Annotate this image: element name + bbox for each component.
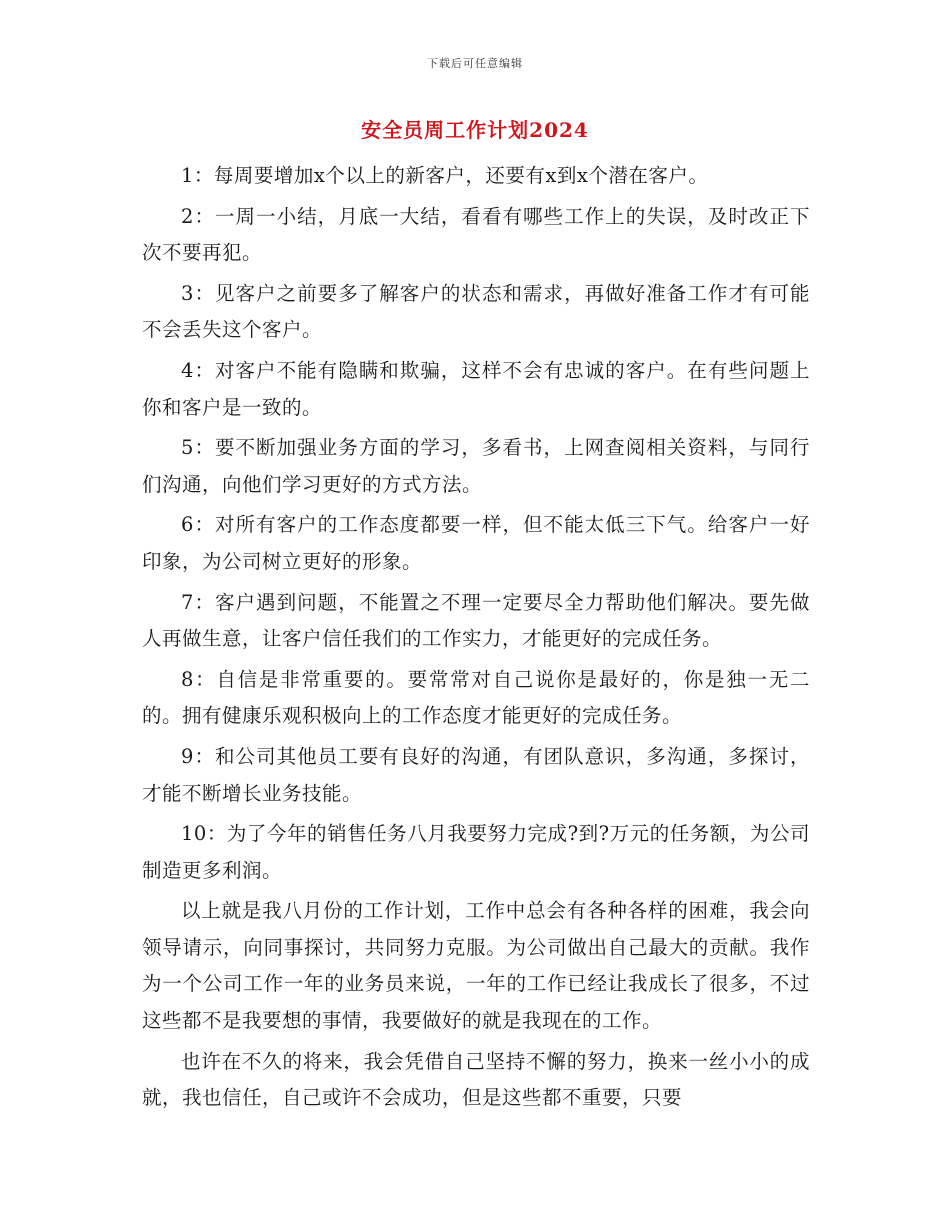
paragraph-8: 8：自信是非常重要的。要常常对自己说你是最好的，你是独一无二的。拥有健康乐观积极向上的工作态度才能更好的完成任务。 — [142, 667, 810, 728]
paragraph-7: 7：客户遇到问题，不能置之不理一定要尽全力帮助他们解决。要先做人再做生意，让客户信任我们的工作实力，才能更好的完成任务。 — [142, 590, 810, 651]
paragraph-summary: 以上就是我八月份的工作计划，工作中总会有各种各样的困难，我会向领导请示，向同事探讨，共同努力克服。为公司做出自己最大的贡献。我作为一个公司工作一年的业务员来说，一年的工作已经让我成长了很多，不过这些都不是我要想的事情，我要做好的就是我现在的工作。 — [142, 899, 810, 1033]
paragraph-future: 也许在不久的将来，我会凭借自己坚持不懈的努力，换来一丝小小的成就，我也信任，自己或许不会成功，但是这些都不重要，只要 — [142, 1049, 810, 1110]
paragraph-4: 4：对客户不能有隐瞒和欺骗，这样不会有忠诚的客户。在有些问题上你和客户是一致的。 — [142, 358, 810, 419]
document-body — [142, 158, 810, 1121]
paragraph-3: 3：见客户之前要多了解客户的状态和需求，再做好准备工作才有可能不会丢失这个客户。 — [142, 281, 810, 342]
paragraph-1: 1：每周要增加x个以上的新客户，还要有x到x个潜在客户。 — [181, 164, 709, 187]
document-title: 安全员周工作计划2024 — [361, 118, 589, 142]
paragraph-5: 5：要不断加强业务方面的学习，多看书，上网查阅相关资料，与同行们沟通，向他们学习更好的方式方法。 — [142, 436, 810, 496]
paragraph-10: 10：为了今年的销售任务八月我要努力完成?到?万元的任务额，为公司制造更多利润。 — [142, 822, 810, 882]
paragraph-6: 6：对所有客户的工作态度都要一样，但不能太低三下气。给客户一好印象，为公司树立更好的形象。 — [142, 513, 810, 573]
paragraph-2: 2：一周一小结，月底一大结，看看有哪些工作上的失误，及时改正下次不要再犯。 — [142, 204, 810, 265]
paragraph-9: 9：和公司其他员工要有良好的沟通，有团队意识，多沟通，多探讨，才能不断增长业务技能。 — [142, 744, 810, 805]
page-header: 下载后可任意编辑 — [427, 57, 523, 70]
